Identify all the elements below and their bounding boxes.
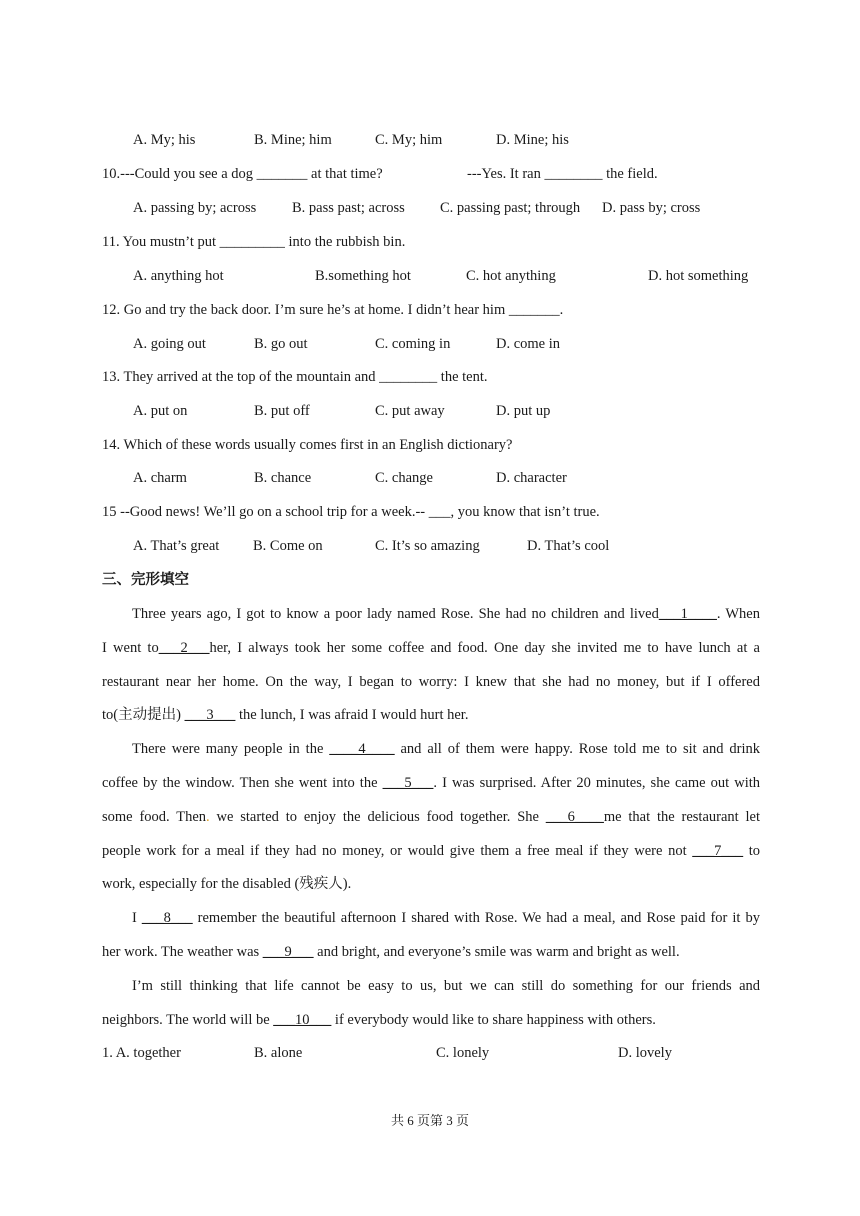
blank-2: ___2___ [158,640,210,656]
passage-line: restaurant near her home. On the way, I began to worry: I knew that she had no money, but if I offered [102,674,760,690]
passage-text: to [743,843,761,859]
cloze-q1-stem: 1. A. together [102,1045,181,1061]
q10-stem: 10.---Could you see a dog _______ at that time? [102,166,383,182]
passage-text: if everybody would like to share happiness with others. [331,1012,656,1028]
q11-option-d: D. hot something [648,268,749,284]
blank-10: ___10___ [273,1012,332,1028]
q15-stem: 15 --Good news! We’ll go on a school trip for a week.-- ___, you know that isn’t true. [102,504,600,520]
q11-option-b: B.something hot [315,268,411,284]
blank-6: ___6____ [545,809,604,825]
passage-text: and bright, and everyone’s smile was warm and bright as well. [313,944,680,960]
passage-text: . When [716,606,760,622]
q13-option-a: A. put on [133,403,188,419]
passage-line [102,773,760,793]
q10-option-a: A. passing by; across [133,200,257,216]
q9-option-c: C. My; him [375,132,443,148]
passage-line [102,739,760,759]
blank-5: ___5___ [382,775,434,791]
blank-4: ____4____ [329,741,395,757]
blank-1: ___1____ [658,606,717,622]
passage-text: me that the restaurant let [603,809,761,825]
passage-text: and all of them were happy. Rose told me to sit and drink [394,741,761,757]
q10-option-d: D. pass by; cross [602,200,701,216]
q12-option-a: A. going out [133,336,206,352]
q9-option-b: B. Mine; him [254,132,332,148]
cloze-q1-option-c: C. lonely [436,1045,490,1061]
q15-option-d: D. That’s cool [527,538,610,554]
cloze-q1-option-b: B. alone [254,1045,303,1061]
passage-text: I went to [102,640,159,656]
passage-text: remember the beautiful afternoon I shared with Rose. We had a meal, and Rose paid for it by [192,910,760,926]
passage-text: I [132,910,137,926]
passage-line [102,807,760,827]
page-footer: 共 6 页第 3 页 [390,1113,469,1128]
highlight-dot: . [206,809,210,825]
passage-line [102,638,760,658]
passage-text: neighbors. The world will be [102,1012,270,1028]
q14-option-d: D. character [496,470,567,486]
q9-option-d: D. Mine; his [496,132,569,148]
passage-text: people work for a meal if they had no money, or would give them a free meal if they were not [102,843,687,859]
passage-line: work, especially for the disabled (残疾人). [102,876,352,892]
q13-option-d: D. put up [496,403,551,419]
passage-text: Three years ago, I got to know a poor lady named Rose. She had no children and lived [132,606,659,622]
q13-stem: 13. They arrived at the top of the mountain and ________ the tent. [102,369,488,385]
blank-9: ___9___ [262,944,314,960]
passage-text: her work. The weather was [102,944,260,960]
q15-option-c: C. It’s so amazing [375,538,480,554]
passage-text: the lunch, I was afraid I would hurt her. [235,707,469,723]
q11-stem: 11. You mustn’t put _________ into the rubbish bin. [102,234,406,250]
q15-option-b: B. Come on [253,538,323,554]
q12-option-c: C. coming in [375,336,451,352]
q15-option-a: A. That’s great [133,538,220,554]
cloze-q1-option-d: D. lovely [618,1045,672,1061]
passage-text: coffee by the window. Then she went into the [102,775,378,791]
passage-line [102,604,760,624]
q12-option-d: D. come in [496,336,561,352]
q14-option-c: C. change [375,470,433,486]
passage-line [102,908,760,928]
q10-option-b: B. pass past; across [292,200,405,216]
passage-line [102,705,760,725]
q14-option-b: B. chance [254,470,312,486]
passage-text: we started to enjoy the delicious food together. She [209,809,539,825]
passage-text: There were many people in the [132,741,324,757]
passage-line [102,1010,760,1030]
passage-text: to(主动提出) [102,707,181,723]
blank-8: ___8___ [141,910,193,926]
q13-option-b: B. put off [254,403,310,419]
q14-option-a: A. charm [133,470,187,486]
q10-option-c: C. passing past; through [440,200,581,216]
q10-reply: ---Yes. It ran ________ the field. [467,166,658,182]
section-title: 三、完形填空 [102,572,189,588]
passage-line: I’m still thinking that life cannot be easy to us, but we can still do something for our friends and [132,978,760,994]
q14-stem: 14. Which of these words usually comes first in an English dictionary? [102,437,513,453]
blank-3: ___3___ [184,707,236,723]
passage-text: some food. Then [102,809,207,825]
q13-option-c: C. put away [375,403,445,419]
passage-line [102,942,760,962]
passage-line [102,841,760,861]
q11-option-c: C. hot anything [466,268,556,284]
passage-text: . I was surprised. After 20 minutes, she came out with [433,775,761,791]
q12-stem: 12. Go and try the back door. I’m sure he’s at home. I didn’t hear him _______. [102,302,564,318]
blank-7: ___7___ [692,843,744,859]
passage-text: her, I always took her some coffee and food. One day she invited me to have lunch at a [209,640,760,656]
q11-option-a: A. anything hot [133,268,224,284]
q9-option-a: A. My; his [133,132,196,148]
q12-option-b: B. go out [254,336,308,352]
